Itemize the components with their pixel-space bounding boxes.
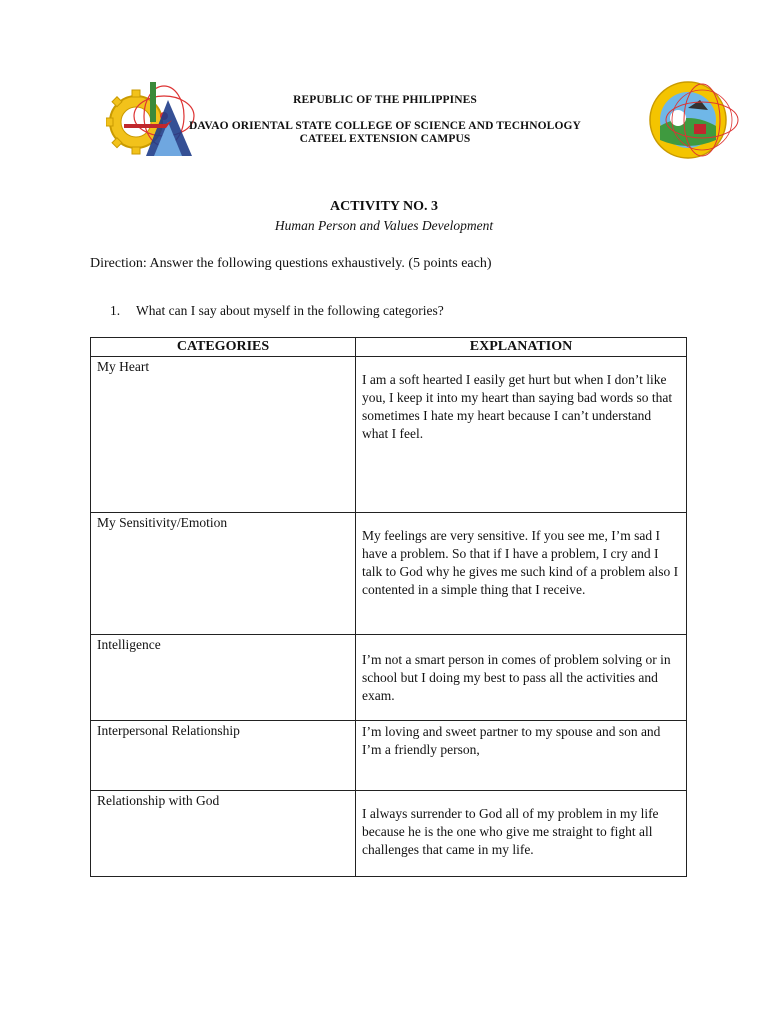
question-item bbox=[110, 303, 444, 319]
table-row bbox=[91, 357, 687, 513]
categories-table bbox=[90, 337, 687, 877]
category-cell: Intelligence bbox=[91, 635, 356, 721]
table-row bbox=[91, 791, 687, 877]
explanation-text: My feelings are very sensitive. If you see me, I’m sad I have a problem. So that if I have a problem, I cry and I talk to God why he gives me such kind of a problem also I contented in a simple thing that I receive. bbox=[362, 528, 679, 597]
header-categories: CATEGORIES bbox=[91, 338, 356, 357]
header-college: DAVAO ORIENTAL STATE COLLEGE OF SCIENCE AND TECHNOLOGY bbox=[189, 120, 581, 132]
explanation-text: I always surrender to God all of my problem in my life because he is the one who give me straight to fight all challenges that came in my life. bbox=[362, 806, 659, 857]
category-cell: Interpersonal Relationship bbox=[91, 721, 356, 791]
explanation-cell bbox=[356, 513, 687, 635]
campus-logo bbox=[648, 80, 742, 162]
table-header-row bbox=[91, 338, 687, 357]
table-row bbox=[91, 721, 687, 791]
explanation-text: I am a soft hearted I easily get hurt but when I don’t like you, I keep it into my heart than saying bad words so that sometimes I hate my heart because I can’t understand what I feel. bbox=[362, 372, 673, 441]
category-cell: My Sensitivity/Emotion bbox=[91, 513, 356, 635]
question-text: What can I say about myself in the following categories? bbox=[136, 303, 444, 318]
category-cell: My Heart bbox=[91, 357, 356, 513]
table-row bbox=[91, 513, 687, 635]
activity-subtitle: Human Person and Values Development bbox=[274, 218, 494, 233]
question-number: 1. bbox=[110, 303, 121, 318]
direction-text: Direction: Answer the following questions exhaustively. (5 points each) bbox=[90, 256, 492, 271]
header-campus: CATEEL EXTENSION CAMPUS bbox=[299, 133, 471, 145]
table-row bbox=[91, 635, 687, 721]
header-country: REPUBLIC OF THE PHILIPPINES bbox=[293, 94, 477, 106]
category-cell: Relationship with God bbox=[91, 791, 356, 877]
header-explanation: EXPLANATION bbox=[356, 338, 687, 357]
explanation-cell bbox=[356, 791, 687, 877]
explanation-text: I’m not a smart person in comes of problem solving or in school but I doing my best to pass all the activities and exam. bbox=[362, 652, 671, 703]
activity-title: ACTIVITY NO. 3 bbox=[330, 199, 438, 214]
explanation-cell bbox=[356, 635, 687, 721]
explanation-text: I’m loving and sweet partner to my spouse and son and I’m a friendly person, bbox=[362, 724, 661, 757]
explanation-cell bbox=[356, 721, 687, 791]
explanation-cell bbox=[356, 357, 687, 513]
